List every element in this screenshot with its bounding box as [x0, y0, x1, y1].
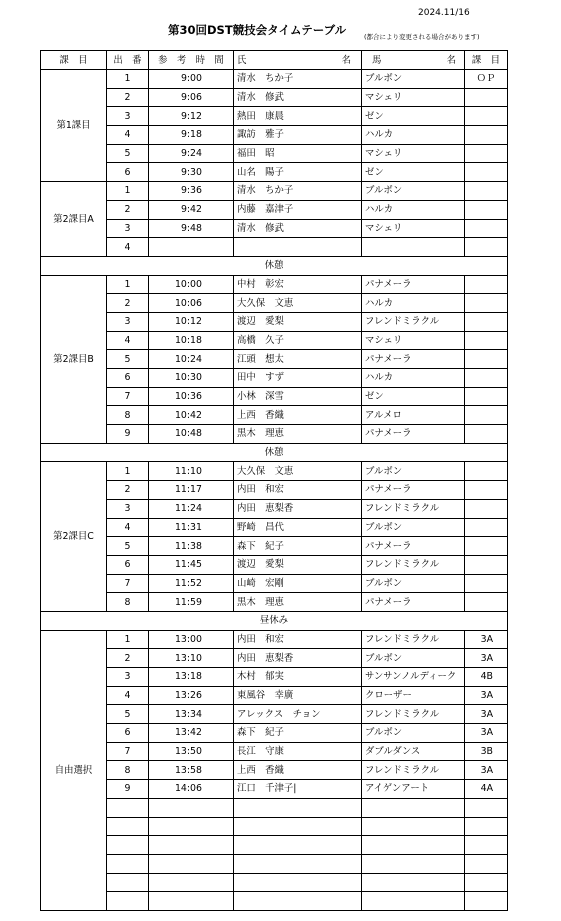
- rider-name: [234, 854, 362, 873]
- class-name: 第2課目C: [41, 462, 107, 612]
- rider-name: 上西 香織: [234, 761, 362, 780]
- table-row: [41, 275, 508, 294]
- table-row: [41, 88, 508, 107]
- horse-name: フレンドミラクル: [362, 761, 465, 780]
- table-row: [41, 107, 508, 126]
- horse-name: ゼン: [362, 107, 465, 126]
- start-order: 2: [107, 649, 149, 668]
- rider-name: 大久保 文恵: [234, 294, 362, 313]
- test-level: 3A: [465, 649, 508, 668]
- start-order: [107, 798, 149, 817]
- test-level: [465, 574, 508, 593]
- start-order: 2: [107, 88, 149, 107]
- reference-time: [149, 854, 234, 873]
- start-order: 8: [107, 593, 149, 612]
- start-order: 4: [107, 686, 149, 705]
- table-row: [41, 798, 508, 817]
- rider-name: 森下 紀子: [234, 724, 362, 743]
- rider-name: 森下 紀子: [234, 537, 362, 556]
- table-row: [41, 873, 508, 892]
- horse-name: ブルボン: [362, 462, 465, 481]
- table-row: [41, 406, 508, 425]
- test-level: 3B: [465, 742, 508, 761]
- horse-name: アルメロ: [362, 406, 465, 425]
- rider-name: 長江 守康: [234, 742, 362, 761]
- horse-name: サンサンノルディーク: [362, 668, 465, 687]
- column-header-class: 課 目: [41, 51, 107, 70]
- reference-time: [149, 817, 234, 836]
- horse-name: ハルカ: [362, 369, 465, 388]
- start-order: 6: [107, 163, 149, 182]
- test-level: 3A: [465, 761, 508, 780]
- reference-time: [149, 873, 234, 892]
- test-level: [465, 817, 508, 836]
- start-order: 6: [107, 369, 149, 388]
- test-level: [465, 126, 508, 145]
- reference-time: 13:00: [149, 630, 234, 649]
- table-row: [41, 537, 508, 556]
- break-label: 昼休み: [41, 611, 508, 630]
- table-row: [41, 892, 508, 911]
- reference-time: 11:52: [149, 574, 234, 593]
- rider-name: 高橋 久子: [234, 331, 362, 350]
- reference-time: 9:18: [149, 126, 234, 145]
- reference-time: 9:42: [149, 200, 234, 219]
- start-order: 5: [107, 350, 149, 369]
- horse-name: [362, 836, 465, 855]
- horse-name: ダブルダンス: [362, 742, 465, 761]
- horse-name: マシェリ: [362, 331, 465, 350]
- test-level: [465, 219, 508, 238]
- start-order: 1: [107, 182, 149, 201]
- start-order: 2: [107, 200, 149, 219]
- rider-name: 東風谷 幸廣: [234, 686, 362, 705]
- reference-time: [149, 836, 234, 855]
- change-notice: (都合により変更される場合があります): [364, 33, 480, 41]
- test-level: ＯＰ: [465, 70, 508, 89]
- start-order: 4: [107, 331, 149, 350]
- start-order: 8: [107, 406, 149, 425]
- test-level: [465, 555, 508, 574]
- column-header-rider-right: 名: [298, 51, 362, 70]
- table-row: [41, 238, 508, 257]
- start-order: 1: [107, 275, 149, 294]
- table-row: [41, 481, 508, 500]
- test-level: [465, 537, 508, 556]
- test-level: 4A: [465, 780, 508, 799]
- table-row: [41, 780, 508, 799]
- reference-time: 11:45: [149, 555, 234, 574]
- table-row: [41, 574, 508, 593]
- table-row: [41, 462, 508, 481]
- table-row: [41, 219, 508, 238]
- horse-name: [362, 854, 465, 873]
- horse-name: アイゲンアート: [362, 780, 465, 799]
- reference-time: 9:00: [149, 70, 234, 89]
- table-row: [41, 350, 508, 369]
- rider-name: [234, 836, 362, 855]
- rider-name: [234, 798, 362, 817]
- table-row: [41, 70, 508, 89]
- reference-time: 10:48: [149, 425, 234, 444]
- rider-name: 清水 ちか子: [234, 182, 362, 201]
- horse-name: パナメーラ: [362, 593, 465, 612]
- reference-time: 11:31: [149, 518, 234, 537]
- table-row: [41, 705, 508, 724]
- table-row: [41, 555, 508, 574]
- start-order: 3: [107, 668, 149, 687]
- test-level: [465, 462, 508, 481]
- rider-name: アレックス チョン: [234, 705, 362, 724]
- start-order: 9: [107, 425, 149, 444]
- table-row: [41, 817, 508, 836]
- start-order: 3: [107, 312, 149, 331]
- break-row: [41, 256, 508, 275]
- test-level: [465, 200, 508, 219]
- reference-time: 11:38: [149, 537, 234, 556]
- table-row: [41, 369, 508, 388]
- horse-name: ブルボン: [362, 649, 465, 668]
- test-level: [465, 873, 508, 892]
- horse-name: フレンドミラクル: [362, 499, 465, 518]
- test-level: [465, 182, 508, 201]
- test-level: [465, 406, 508, 425]
- horse-name: [362, 892, 465, 911]
- horse-name: パナメーラ: [362, 537, 465, 556]
- table-row: [41, 761, 508, 780]
- start-order: [107, 892, 149, 911]
- rider-name: 田中 すず: [234, 369, 362, 388]
- rider-name: [234, 873, 362, 892]
- rider-name: 諏訪 雅子: [234, 126, 362, 145]
- test-level: 3A: [465, 724, 508, 743]
- start-order: [107, 873, 149, 892]
- horse-name: フレンドミラクル: [362, 705, 465, 724]
- horse-name: ゼン: [362, 387, 465, 406]
- table-row: [41, 630, 508, 649]
- test-level: [465, 331, 508, 350]
- start-order: 8: [107, 761, 149, 780]
- table-row: [41, 144, 508, 163]
- table-row: [41, 182, 508, 201]
- test-level: [465, 798, 508, 817]
- horse-name: ハルカ: [362, 126, 465, 145]
- rider-name: 内田 和宏: [234, 481, 362, 500]
- table-row: [41, 425, 508, 444]
- horse-name: マシェリ: [362, 144, 465, 163]
- reference-time: [149, 798, 234, 817]
- test-level: [465, 163, 508, 182]
- rider-name: 黒木 理恵: [234, 593, 362, 612]
- rider-name: 熱田 康晨: [234, 107, 362, 126]
- reference-time: 13:50: [149, 742, 234, 761]
- header-row: [41, 51, 508, 70]
- rider-name: [234, 892, 362, 911]
- test-level: [465, 294, 508, 313]
- start-order: 1: [107, 462, 149, 481]
- start-order: 2: [107, 481, 149, 500]
- column-header-rider-left: 氏: [234, 51, 298, 70]
- class-name: 第2課目B: [41, 275, 107, 443]
- rider-name: 内藤 嘉津子: [234, 200, 362, 219]
- horse-name: パナメーラ: [362, 481, 465, 500]
- table-row: [41, 854, 508, 873]
- reference-time: 9:06: [149, 88, 234, 107]
- start-order: 4: [107, 518, 149, 537]
- reference-time: 9:24: [149, 144, 234, 163]
- start-order: 6: [107, 724, 149, 743]
- table-row: [41, 312, 508, 331]
- reference-time: 10:18: [149, 331, 234, 350]
- rider-name: 山名 陽子: [234, 163, 362, 182]
- start-order: 4: [107, 238, 149, 257]
- start-order: 3: [107, 219, 149, 238]
- test-level: 4B: [465, 668, 508, 687]
- rider-name: 江頭 想太: [234, 350, 362, 369]
- horse-name: ハルカ: [362, 200, 465, 219]
- reference-time: 13:26: [149, 686, 234, 705]
- rider-name: 中村 彰宏: [234, 275, 362, 294]
- test-level: [465, 593, 508, 612]
- rider-name: 渡辺 愛梨: [234, 312, 362, 331]
- test-level: [465, 499, 508, 518]
- start-order: 4: [107, 126, 149, 145]
- table-row: [41, 200, 508, 219]
- table-row: [41, 686, 508, 705]
- horse-name: ブルボン: [362, 518, 465, 537]
- start-order: 5: [107, 537, 149, 556]
- horse-name: [362, 798, 465, 817]
- start-order: 1: [107, 70, 149, 89]
- horse-name: [362, 238, 465, 257]
- test-level: [465, 836, 508, 855]
- start-order: 9: [107, 780, 149, 799]
- test-level: [465, 350, 508, 369]
- reference-time: 11:10: [149, 462, 234, 481]
- reference-time: 11:24: [149, 499, 234, 518]
- test-level: [465, 425, 508, 444]
- horse-name: [362, 817, 465, 836]
- column-header-order: 出 番: [107, 51, 149, 70]
- document-date: 2024.11/16: [418, 8, 470, 18]
- table-row: [41, 668, 508, 687]
- start-order: 5: [107, 705, 149, 724]
- reference-time: 10:36: [149, 387, 234, 406]
- break-label: 休憩: [41, 256, 508, 275]
- start-order: [107, 817, 149, 836]
- start-order: [107, 854, 149, 873]
- column-header-horse-right: 名: [413, 51, 465, 70]
- break-row: [41, 611, 508, 630]
- class-name: 第2課目A: [41, 182, 107, 257]
- document-title: 第30回DST競技会タイムテーブル: [168, 23, 347, 37]
- horse-name: ハルカ: [362, 294, 465, 313]
- reference-time: 10:24: [149, 350, 234, 369]
- start-order: 2: [107, 294, 149, 313]
- start-order: 7: [107, 742, 149, 761]
- horse-name: ゼン: [362, 163, 465, 182]
- test-level: [465, 387, 508, 406]
- start-order: 6: [107, 555, 149, 574]
- break-label: 休憩: [41, 443, 508, 462]
- start-order: 3: [107, 499, 149, 518]
- table-row: [41, 593, 508, 612]
- rider-name: 黒木 理恵: [234, 425, 362, 444]
- rider-name: 清水 修武: [234, 219, 362, 238]
- table-row: [41, 163, 508, 182]
- reference-time: 9:36: [149, 182, 234, 201]
- reference-time: 9:30: [149, 163, 234, 182]
- class-name: 第1課目: [41, 70, 107, 182]
- column-header-horse-left: 馬: [362, 51, 413, 70]
- test-level: 3A: [465, 705, 508, 724]
- rider-name: 大久保 文恵: [234, 462, 362, 481]
- horse-name: マシェリ: [362, 88, 465, 107]
- reference-time: 13:42: [149, 724, 234, 743]
- column-header-test: 課 目: [465, 51, 508, 70]
- reference-time: 10:06: [149, 294, 234, 313]
- horse-name: ブルボン: [362, 182, 465, 201]
- rider-name: 内田 恵梨香: [234, 649, 362, 668]
- horse-name: パナメーラ: [362, 350, 465, 369]
- table-row: [41, 836, 508, 855]
- rider-name: 渡辺 愛梨: [234, 555, 362, 574]
- test-level: [465, 312, 508, 331]
- column-header-time: 参 考 時 間: [149, 51, 234, 70]
- reference-time: 13:34: [149, 705, 234, 724]
- timetable: [40, 50, 508, 911]
- rider-name: 内田 恵梨香: [234, 499, 362, 518]
- class-name: 自由選択: [41, 630, 107, 910]
- table-row: [41, 387, 508, 406]
- reference-time: 13:18: [149, 668, 234, 687]
- test-level: [465, 481, 508, 500]
- reference-time: 13:10: [149, 649, 234, 668]
- start-order: 5: [107, 144, 149, 163]
- table-row: [41, 742, 508, 761]
- rider-name: 木村 郁実: [234, 668, 362, 687]
- reference-time: 9:12: [149, 107, 234, 126]
- horse-name: [362, 873, 465, 892]
- horse-name: クローザー: [362, 686, 465, 705]
- rider-name: [234, 817, 362, 836]
- table-row: [41, 126, 508, 145]
- start-order: 3: [107, 107, 149, 126]
- rider-name: 山崎 宏剛: [234, 574, 362, 593]
- horse-name: マシェリ: [362, 219, 465, 238]
- horse-name: ブルボン: [362, 574, 465, 593]
- rider-name: 内田 和宏: [234, 630, 362, 649]
- table-row: [41, 518, 508, 537]
- test-level: [465, 369, 508, 388]
- rider-name: 清水 ちか子: [234, 70, 362, 89]
- start-order: [107, 836, 149, 855]
- rider-name: 清水 修武: [234, 88, 362, 107]
- table-row: [41, 499, 508, 518]
- start-order: 7: [107, 574, 149, 593]
- reference-time: 11:17: [149, 481, 234, 500]
- reference-time: 10:30: [149, 369, 234, 388]
- reference-time: 10:12: [149, 312, 234, 331]
- horse-name: フレンドミラクル: [362, 312, 465, 331]
- rider-name: 野崎 昌代: [234, 518, 362, 537]
- horse-name: フレンドミラクル: [362, 555, 465, 574]
- test-level: [465, 518, 508, 537]
- test-level: 3A: [465, 686, 508, 705]
- reference-time: 13:58: [149, 761, 234, 780]
- reference-time: 10:42: [149, 406, 234, 425]
- test-level: [465, 88, 508, 107]
- reference-time: 14:06: [149, 780, 234, 799]
- test-level: [465, 144, 508, 163]
- reference-time: [149, 892, 234, 911]
- test-level: [465, 854, 508, 873]
- horse-name: フレンドミラクル: [362, 630, 465, 649]
- rider-name: [234, 238, 362, 257]
- horse-name: ブルボン: [362, 724, 465, 743]
- rider-name: 江口 千津子|: [234, 780, 362, 799]
- test-level: [465, 238, 508, 257]
- reference-time: [149, 238, 234, 257]
- table-row: [41, 724, 508, 743]
- rider-name: 福田 昭: [234, 144, 362, 163]
- reference-time: 9:48: [149, 219, 234, 238]
- horse-name: パナメーラ: [362, 275, 465, 294]
- rider-name: 小林 深雪: [234, 387, 362, 406]
- horse-name: パナメーラ: [362, 425, 465, 444]
- table-row: [41, 331, 508, 350]
- rider-name: 上西 香織: [234, 406, 362, 425]
- start-order: 7: [107, 387, 149, 406]
- break-row: [41, 443, 508, 462]
- test-level: [465, 107, 508, 126]
- horse-name: ブルボン: [362, 70, 465, 89]
- reference-time: 11:59: [149, 593, 234, 612]
- table-row: [41, 649, 508, 668]
- test-level: [465, 892, 508, 911]
- start-order: 1: [107, 630, 149, 649]
- test-level: [465, 275, 508, 294]
- table-row: [41, 294, 508, 313]
- test-level: 3A: [465, 630, 508, 649]
- reference-time: 10:00: [149, 275, 234, 294]
